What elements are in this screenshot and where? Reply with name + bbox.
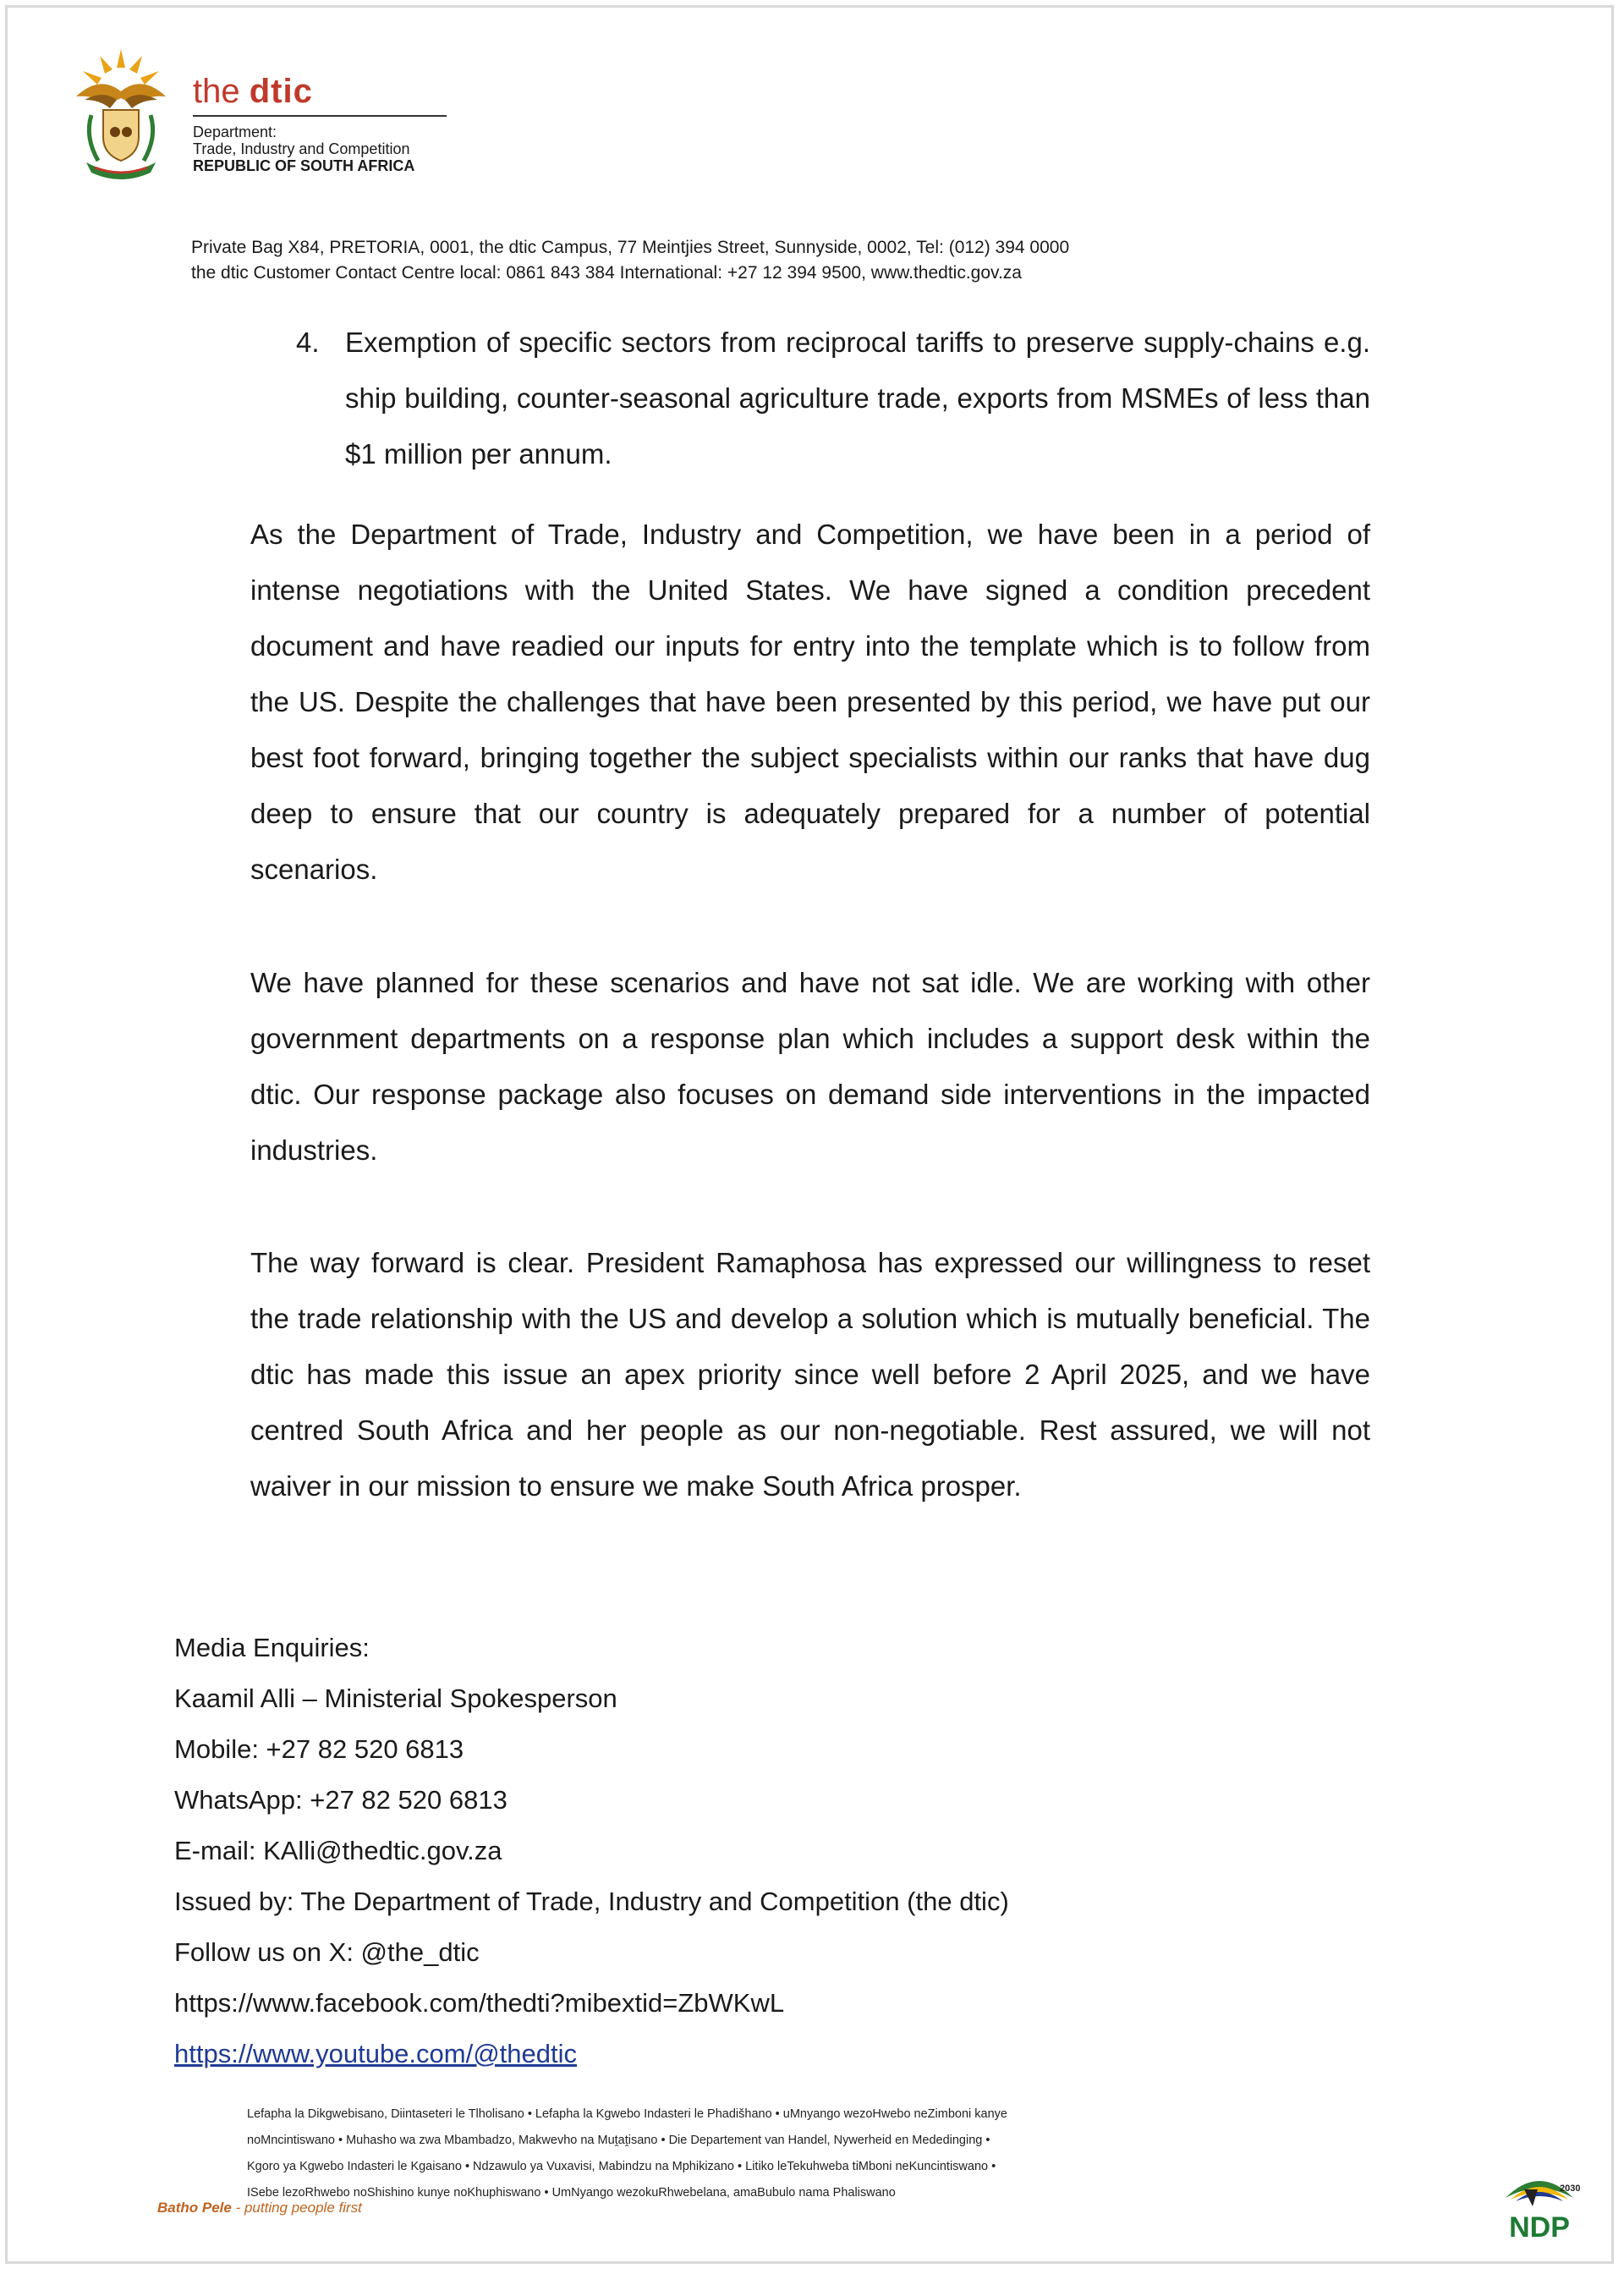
brand-prefix: the — [193, 73, 250, 110]
paragraph-way-forward: The way forward is clear. President Ramaphosa has expressed our willingness to reset the trade relationship with the US and develop a solution which is mutually beneficial. The dtic has made this issue an apex priority since well before 2 April 2025, and we have centred South Africa and her people as our non-negotiable. Rest assured, we will not waiver in our mission to ensure we make South Africa prosper. — [250, 1247, 1370, 1502]
paragraph-response-plan: We have planned for these scenarios and have not sat idle. We are working with other government departments on a response plan which includes a support desk within the dtic. Our response package also focuses on demand side interventions in the impacted industries. — [250, 967, 1370, 1166]
languages-line-3: Kgoro ya Kgwebo Indasteri le Kgaisano • Ndzawulo ya Vuxavisi, Mabindzu na Mphikizano • Litiko leTekuhweba tiMboni neKuncintiswano • — [247, 2160, 996, 2173]
brand-name — [193, 73, 447, 110]
ndp-year: 2030 — [1560, 2183, 1580, 2194]
youtube-link[interactable]: https://www.youtube.com/@thedtic — [174, 2039, 578, 2068]
batho-pele-bold: Batho Pele — [157, 2200, 232, 2216]
address-line-2: the dtic Customer Contact Centre local: 0861 843 384 International: +27 12 394 9500, www.thedtic.gov.za — [191, 263, 1022, 283]
batho-pele-slogan — [157, 2200, 362, 2216]
brand-divider — [193, 115, 447, 117]
list-item-4 — [296, 315, 1370, 482]
address-line-1: Private Bag X84, PRETORIA, 0001, the dtic Campus, 77 Meintjies Street, Sunnyside, 0002, Tel: (012) 394 0000 — [191, 238, 1070, 257]
brand-dtic: dtic — [249, 73, 313, 110]
languages-line-4: ISebe lezoRhwebo noShishino kunye noKhuphiswano • UmNyango wezokuRhwebelana, amaBubulo nama Phaliswano — [247, 2186, 896, 2200]
dept-name: Trade, Industry and Competition — [193, 140, 410, 157]
email-address: E-mail: KAlli@thedtic.gov.za — [174, 1836, 502, 1865]
list-text: Exemption of specific sectors from reciprocal tariffs to preserve supply-chains e.g. ship building, counter-seasonal agriculture trade, exports from MSMEs of less than $1 million per annum. — [345, 327, 1370, 470]
whatsapp-number: WhatsApp: +27 82 520 6813 — [174, 1785, 508, 1815]
dept-label: Department: — [193, 124, 277, 140]
list-number: 4. — [296, 327, 320, 358]
mobile-number: Mobile: +27 82 520 6813 — [174, 1734, 464, 1764]
country-name: REPUBLIC OF SOUTH AFRICA — [193, 157, 415, 174]
issued-by: Issued by: The Department of Trade, Industry and Competition (the dtic) — [174, 1887, 1009, 1916]
media-heading: Media Enquiries: — [174, 1633, 370, 1662]
brand-block — [193, 73, 447, 174]
department-name-languages — [247, 2101, 1262, 2206]
languages-line-1: Lefapha la Dikgwebisano, Diintaseteri le Tlholisano • Lefapha la Kgwebo Indasteri le Phadišhano • uMnyango wezoHwebo neZimboni kanye — [247, 2107, 1007, 2121]
facebook-link[interactable]: https://www.facebook.com/thedti?mibextid=ZbWKwL — [174, 1988, 785, 2018]
batho-pele-rest: - putting people first — [231, 2200, 362, 2216]
address-block — [191, 235, 1069, 286]
media-enquiries — [174, 1623, 1009, 2079]
languages-line-2: noMncintiswano • Muhasho wa zwa Mbambadzo, Makwevho na Muṱaṱisano • Die Departement van Handel, Nywerheid en Mededinging • — [247, 2134, 990, 2147]
spokesperson: Kaamil Alli – Ministerial Spokesperson — [174, 1684, 617, 1713]
follow-x: Follow us on X: @the_dtic — [174, 1937, 480, 1967]
coat-of-arms-logo — [66, 44, 176, 186]
ndp-label: NDP — [1509, 2211, 1570, 2244]
paragraph-negotiations: As the Department of Trade, Industry and Competition, we have been in a period of intense negotiations with the United States. We have signed a condition precedent document and have readied our inputs for entry into the template which is to follow from the US. Despite the challenges that have been presented by this period, we have put our best foot forward, bringing together the subject specialists within our ranks that have dug deep to ensure that our country is adequately prepared for a number of potential scenarios. — [250, 519, 1370, 885]
ndp-2030-logo — [1499, 2164, 1580, 2245]
